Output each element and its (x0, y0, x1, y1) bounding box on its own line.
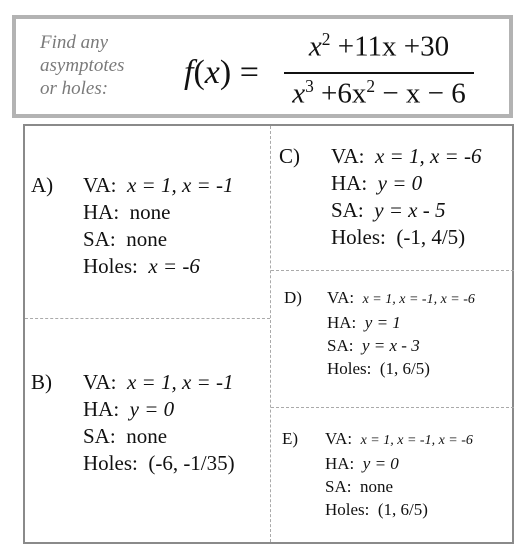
va-row: VA: x = 1, x = -1 (83, 173, 234, 197)
row-divider (271, 270, 514, 271)
column-divider (270, 126, 271, 542)
choice-details (327, 286, 475, 380)
ha-row: HA: y = 1 (327, 313, 401, 332)
answer-choices-grid (23, 124, 514, 544)
fraction-bar (284, 72, 474, 74)
function-variable: x (204, 54, 220, 91)
prompt-line: or holes: (40, 78, 109, 99)
choice-details (325, 427, 473, 521)
prompt-line: Find any (40, 32, 109, 53)
ha-row: HA: y = 0 (325, 454, 399, 473)
va-row: VA: x = 1, x = -1, x = -6 (325, 429, 473, 448)
function-name: f(x) = (184, 54, 259, 91)
ha-row: HA: y = 0 (331, 171, 423, 195)
choice-letter: A) (31, 173, 54, 197)
row-divider (271, 407, 514, 408)
holes-row: Holes: (1, 6/5) (327, 359, 430, 378)
sa-row: SA: y = x - 3 (327, 336, 420, 355)
denominator: $x^3 +6x^2 - x - 6$ (292, 76, 466, 110)
ha-row: HA: none (83, 200, 171, 224)
row-divider (25, 318, 270, 319)
holes-row: Holes: (1, 6/5) (325, 500, 428, 519)
prompt-line: asymptotes (40, 55, 125, 76)
va-row: VA: x = 1, x = -6 (331, 144, 482, 168)
va-row: VA: x = 1, x = -1, x = -6 (327, 288, 475, 307)
ha-row: HA: y = 0 (83, 397, 175, 421)
problem-header (12, 15, 513, 118)
sa-row: SA: none (83, 227, 168, 251)
sa-row: SA: none (325, 477, 394, 496)
holes-row: Holes: (-1, 4/5) (331, 225, 466, 249)
problem-prompt (40, 31, 124, 100)
holes-row: Holes: x = -6 (83, 254, 200, 278)
choice-details (83, 369, 235, 477)
function-symbol: f (184, 54, 194, 91)
choice-letter: D) (284, 288, 302, 307)
choice-letter: B) (31, 370, 52, 394)
choice-letter: C) (279, 144, 300, 168)
numerator: $x^2 +11x +30$ (308, 29, 450, 63)
sa-row: SA: y = x - 5 (331, 198, 446, 222)
sa-row: SA: none (83, 424, 168, 448)
choice-letter: E) (282, 429, 299, 448)
choice-details (331, 143, 481, 251)
choice-details (83, 172, 233, 280)
holes-row: Holes: (-6, -1/35) (83, 451, 235, 475)
va-row: VA: x = 1, x = -1 (83, 370, 234, 394)
